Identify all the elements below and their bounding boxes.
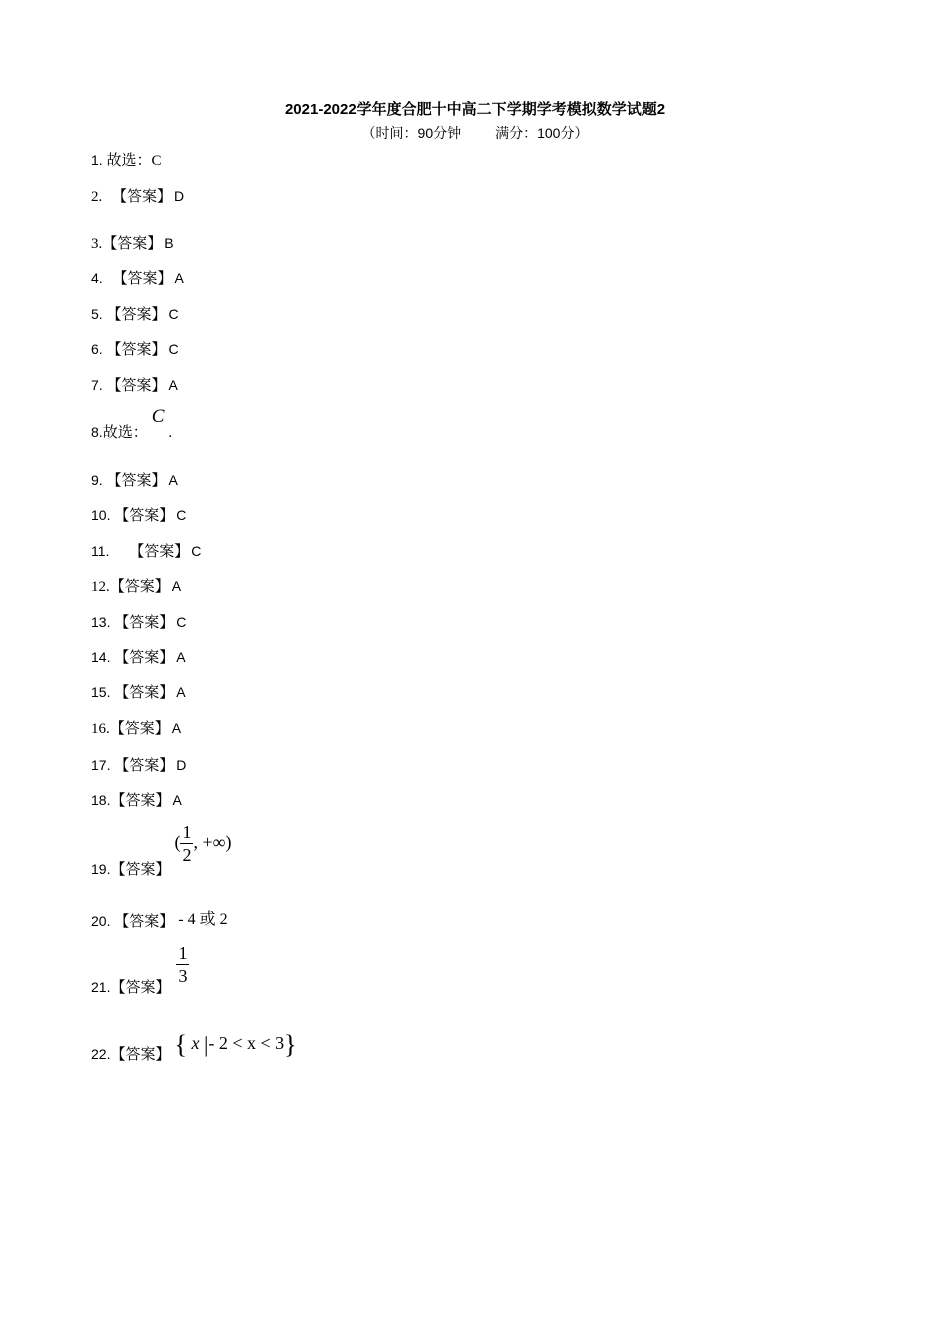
answer-interval: ( $\frac{1}{2}$ , +∞) bbox=[174, 822, 232, 865]
answer-label: 【答案】 bbox=[114, 648, 175, 666]
answer-label: 【答案】 bbox=[109, 577, 170, 595]
answer-label: 【答案】 bbox=[110, 791, 171, 809]
page-title: 2021-2022学年度合肥十中高二下学期学考模拟数学试题2 bbox=[284, 101, 666, 118]
item-number: 3. bbox=[91, 236, 103, 252]
answer-label: 【答案】 bbox=[112, 187, 173, 205]
answer-item-10 bbox=[91, 504, 186, 525]
answer-value: A bbox=[168, 377, 178, 393]
item-number: 16. bbox=[91, 721, 110, 737]
answer-item-7 bbox=[91, 374, 178, 395]
answer-item-16 bbox=[91, 717, 181, 738]
answer-fraction: $\frac{1}{3}$ bbox=[178, 943, 188, 986]
item-number: 1. bbox=[91, 152, 103, 168]
answer-item-12 bbox=[91, 575, 181, 596]
item-number: 14. bbox=[91, 649, 111, 665]
answer-item-19 bbox=[91, 822, 232, 878]
answer-item-3 bbox=[91, 232, 174, 253]
answer-label: 【答案】 bbox=[114, 756, 175, 774]
answer-fraction: $\frac{1}{2}$ bbox=[182, 822, 192, 865]
answer-value: B bbox=[164, 235, 174, 251]
item-number: 5. bbox=[91, 306, 103, 322]
answer-label: 【答案】 bbox=[129, 542, 190, 560]
answer-value: C bbox=[176, 614, 187, 630]
exam-time: （时间：90分钟 bbox=[361, 125, 462, 141]
item-number: 4. bbox=[91, 270, 103, 286]
answer-value: C bbox=[168, 306, 179, 322]
item-number: 7. bbox=[91, 377, 103, 393]
answer-label: 【答案】 bbox=[102, 234, 163, 252]
exam-info bbox=[0, 123, 950, 143]
answer-item-9 bbox=[91, 469, 178, 490]
answer-label: 【答案】 bbox=[110, 977, 171, 996]
answer-item-17 bbox=[91, 754, 186, 775]
answer-label: 【答案】 bbox=[109, 719, 170, 737]
answer-value: C bbox=[191, 543, 202, 559]
answer-label: 【答案】 bbox=[114, 506, 175, 524]
answer-value: A bbox=[168, 472, 178, 488]
answer-label: 【答案】 bbox=[106, 471, 167, 489]
answer-item-20 bbox=[91, 908, 228, 931]
answer-value: C bbox=[176, 507, 187, 523]
item-number: 9. bbox=[91, 472, 103, 488]
answer-item-18 bbox=[91, 789, 182, 810]
item-number: 21. bbox=[91, 978, 111, 995]
answer-value: D bbox=[176, 757, 187, 773]
answer-value: A bbox=[174, 270, 184, 286]
answer-value: - 4 或 2 bbox=[178, 911, 228, 928]
item-number: 13. bbox=[91, 614, 111, 630]
answer-label: 【答案】 bbox=[106, 340, 167, 358]
answer-item-11 bbox=[91, 540, 201, 561]
item-number: 17. bbox=[91, 757, 111, 773]
answer-item-14 bbox=[91, 646, 186, 667]
item-number: 18. bbox=[91, 792, 111, 808]
answer-label: 【答案】 bbox=[110, 1045, 171, 1064]
answer-label: 【答案】 bbox=[112, 269, 173, 287]
answer-value: A bbox=[172, 792, 182, 808]
answer-item-4 bbox=[91, 267, 184, 288]
set-variable: x bbox=[191, 1033, 200, 1054]
answer-item-6 bbox=[91, 338, 179, 359]
item-number: 12. bbox=[91, 579, 110, 595]
answer-item-5 bbox=[91, 303, 179, 324]
answer-item-22 bbox=[91, 1030, 297, 1064]
answer-value: A bbox=[176, 684, 186, 700]
item-number: 20. bbox=[91, 913, 111, 929]
item-number: 22. bbox=[91, 1046, 111, 1063]
answer-label: 【答案】 bbox=[106, 376, 167, 394]
answer-set: { x |- 2 < x < 3} bbox=[174, 1030, 297, 1059]
answer-label: 【答案】 bbox=[114, 683, 175, 701]
answer-label: 故选： bbox=[102, 423, 148, 441]
item-number: 8. bbox=[91, 424, 103, 440]
item-number: 19. bbox=[91, 860, 111, 877]
item-number: 10. bbox=[91, 507, 111, 523]
answer-label: 故选： bbox=[106, 151, 152, 169]
item-number: 15. bbox=[91, 684, 111, 700]
answer-value: C bbox=[151, 406, 165, 427]
answer-value: C bbox=[151, 153, 162, 169]
answer-value: A bbox=[171, 578, 182, 594]
answer-label: 【答案】 bbox=[106, 305, 167, 323]
answer-item-13 bbox=[91, 611, 186, 632]
answer-label: 【答案】 bbox=[114, 912, 175, 930]
item-number: 11. bbox=[91, 543, 110, 559]
answer-item-15 bbox=[91, 681, 186, 702]
set-condition: - 2 < x < 3 bbox=[208, 1033, 285, 1054]
answer-suffix: . bbox=[168, 425, 173, 441]
answer-value: C bbox=[168, 341, 179, 357]
item-number: 6. bbox=[91, 341, 103, 357]
answer-item-1 bbox=[91, 149, 161, 170]
answer-item-21 bbox=[91, 943, 189, 996]
answer-item-8 bbox=[91, 406, 173, 441]
answer-value: A bbox=[176, 649, 186, 665]
answer-label: 【答案】 bbox=[110, 859, 171, 878]
answer-value: D bbox=[174, 188, 185, 204]
answer-item-2 bbox=[91, 185, 184, 206]
exam-score: 满分：100分） bbox=[495, 125, 589, 141]
answer-value: A bbox=[171, 720, 182, 736]
answer-label: 【答案】 bbox=[114, 613, 175, 631]
item-number: 2. bbox=[91, 189, 103, 205]
